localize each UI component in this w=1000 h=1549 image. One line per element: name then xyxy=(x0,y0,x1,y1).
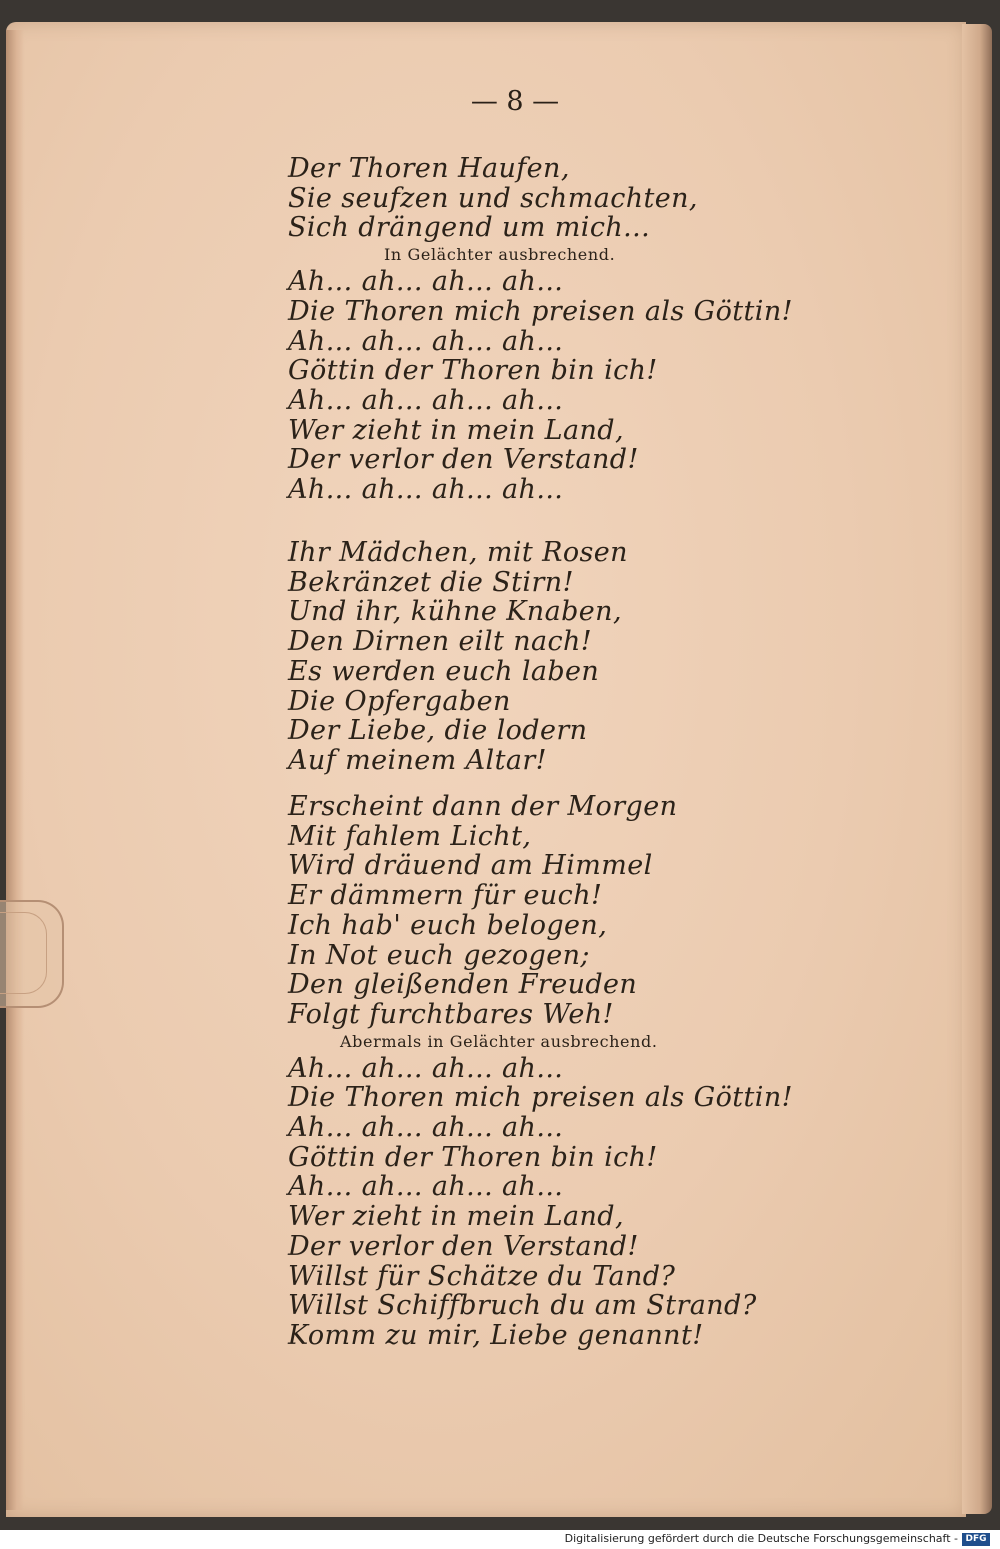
verse-line: Folgt furchtbares Weh! xyxy=(288,998,614,1030)
refrain-line: Göttin der Thoren bin ich! xyxy=(288,1141,658,1173)
refrain-line: Ah... ah... ah... ah... xyxy=(288,1112,564,1144)
stage-direction: Abermals in Gelächter ausbrechend. xyxy=(340,1031,658,1051)
refrain-line: Der verlor den Verstand! xyxy=(288,444,639,476)
refrain-line: Ah... ah... ah... ah... xyxy=(288,1052,564,1084)
page-tab-inner-mark xyxy=(0,912,47,994)
refrain-line: Willst Schiffbruch du am Strand? xyxy=(288,1290,757,1322)
verse-line: Er dämmern für euch! xyxy=(288,880,603,912)
refrain-line: Komm zu mir, Liebe genannt! xyxy=(288,1319,704,1351)
verse-line: Und ihr, kühne Knaben, xyxy=(288,596,622,628)
verse-line: Mit fahlem Licht, xyxy=(288,820,532,852)
verse-line: Der Thoren Haufen, xyxy=(288,153,570,184)
refrain-line: Ah... ah... ah... ah... xyxy=(288,1171,564,1203)
stage-direction: In Gelächter ausbrechend. xyxy=(384,245,616,265)
verse-line: Erscheint dann der Morgen xyxy=(288,791,678,822)
verse-stanza-1 xyxy=(288,154,908,505)
refrain-line: Der verlor den Verstand! xyxy=(288,1230,639,1262)
verse-stanza-2 xyxy=(288,538,908,776)
refrain-line: Ah... ah... ah... ah... xyxy=(288,474,564,506)
refrain-line: Willst für Schätze du Tand? xyxy=(288,1260,676,1292)
dfg-logo: DFG xyxy=(962,1533,990,1546)
verse-line: In Not euch gezogen; xyxy=(288,939,590,971)
refrain-line: Wer zieht in mein Land, xyxy=(288,414,624,446)
refrain-line: Ah... ah... ah... ah... xyxy=(288,266,564,298)
verse-line: Ich hab' euch belogen, xyxy=(288,909,608,941)
verse-line: Auf meinem Altar! xyxy=(288,744,547,776)
verse-line: Sich drängend um mich... xyxy=(288,212,651,244)
refrain-line: Göttin der Thoren bin ich! xyxy=(288,355,658,387)
verse-line: Den Dirnen eilt nach! xyxy=(288,626,593,658)
verse-line: Die Opfergaben xyxy=(288,685,511,717)
verse-line: Sie seufzen und schmachten, xyxy=(288,182,698,214)
refrain-line: Ah... ah... ah... ah... xyxy=(288,325,564,357)
page-right-edge xyxy=(962,24,992,1514)
page-gutter-edge xyxy=(6,30,24,1510)
page-number: — 8 — xyxy=(470,86,560,117)
verse-line: Wird dräuend am Himmel xyxy=(288,850,653,882)
refrain-line: Die Thoren mich preisen als Göttin! xyxy=(288,295,793,327)
verse-line: Bekränzet die Stirn! xyxy=(288,566,574,598)
refrain-line: Ah... ah... ah... ah... xyxy=(288,384,564,416)
verse-line: Der Liebe, die lodern xyxy=(288,715,588,747)
verse-line: Ihr Mädchen, mit Rosen xyxy=(288,537,628,568)
refrain-line: Die Thoren mich preisen als Göttin! xyxy=(288,1082,793,1114)
verse-line: Es werden euch laben xyxy=(288,655,600,687)
refrain-line: Wer zieht in mein Land, xyxy=(288,1201,624,1233)
verse-line: Den gleißenden Freuden xyxy=(288,969,638,1001)
verse-stanza-3 xyxy=(288,792,908,1351)
digitization-credit: Digitalisierung gefördert durch die Deutsche Forschungsgemeinschaft - xyxy=(564,1532,958,1545)
